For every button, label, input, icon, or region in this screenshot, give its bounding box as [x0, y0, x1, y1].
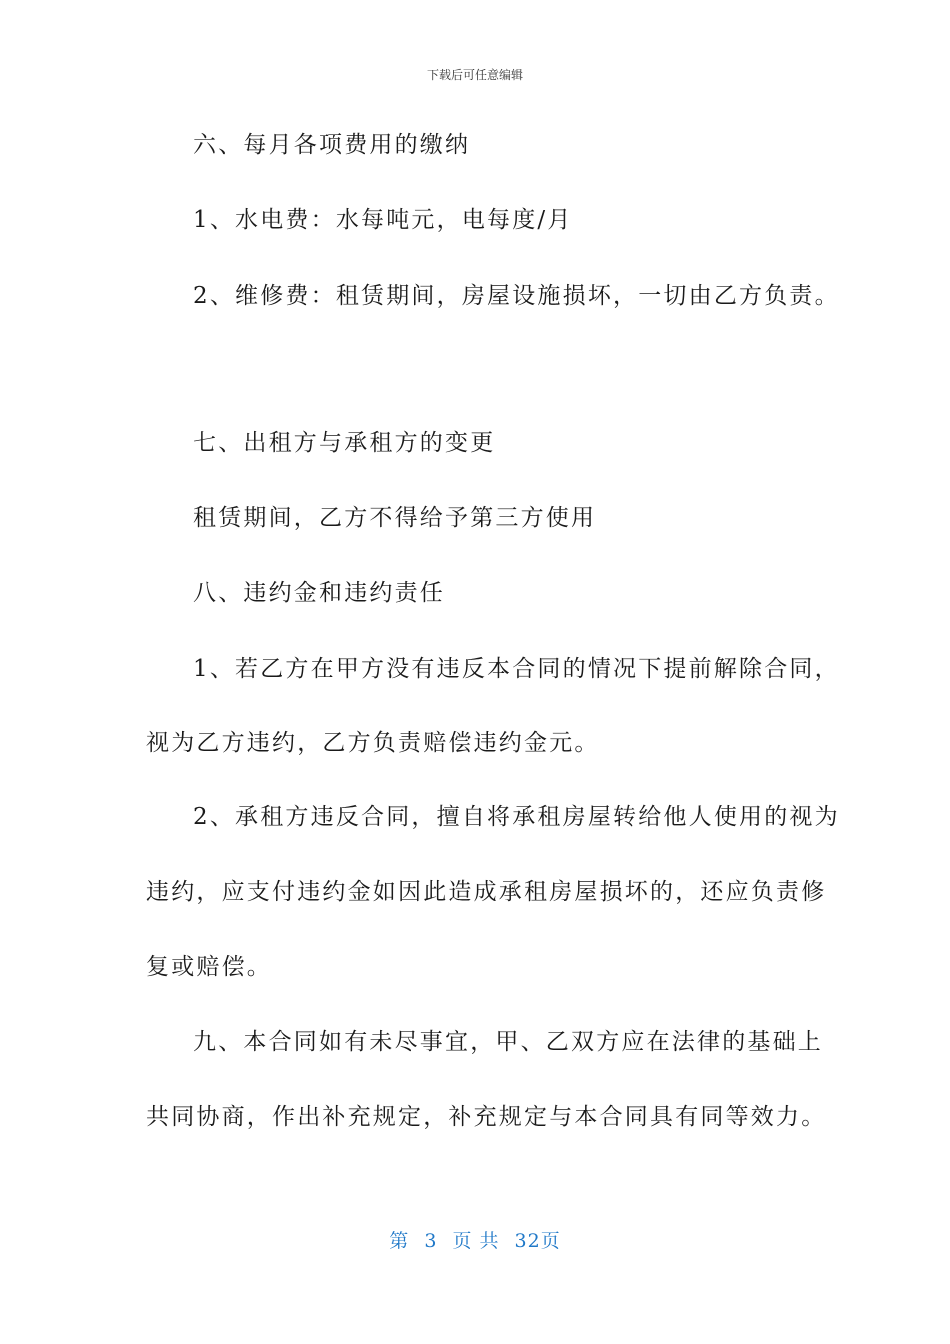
paragraph-line: 租赁期间，乙方不得给予第三方使用 [193, 505, 597, 531]
paragraph-line: 2、承租方违反合同，擅自将承租房屋转给他人使用的视为 [193, 804, 840, 830]
footer-current-page: 3 [424, 1230, 438, 1252]
paragraph-line: 1、水电费：水每吨元，电每度/月 [193, 207, 573, 233]
section-heading-seven: 七、出租方与承租方的变更 [193, 430, 496, 456]
page-number-footer [0, 1226, 950, 1253]
page-header-note: 下载后可任意编辑 [426, 68, 523, 82]
paragraph-line: 视为乙方违约，乙方负责赔偿违约金元。 [146, 730, 600, 756]
paragraph-line: 复或赔偿。 [146, 954, 272, 980]
section-heading-eight: 八、违约金和违约责任 [193, 580, 445, 606]
section-heading-six: 六、每月各项费用的缴纳 [193, 132, 471, 158]
footer-prefix: 第 [389, 1230, 410, 1252]
footer-middle: 页 共 [452, 1230, 500, 1252]
paragraph-line: 违约，应支付违约金如因此造成承租房屋损坏的，还应负责修 [146, 879, 827, 905]
section-heading-nine: 九、本合同如有未尽事宜，甲、乙双方应在法律的基础上 [193, 1029, 823, 1055]
paragraph-line: 2、维修费：租赁期间，房屋设施损坏，一切由乙方负责。 [193, 283, 840, 309]
paragraph-line: 1、若乙方在甲方没有违反本合同的情况下提前解除合同， [193, 656, 840, 682]
footer-total-pages: 32页 [514, 1230, 561, 1252]
paragraph-line: 共同协商，作出补充规定，补充规定与本合同具有同等效力。 [146, 1104, 827, 1130]
